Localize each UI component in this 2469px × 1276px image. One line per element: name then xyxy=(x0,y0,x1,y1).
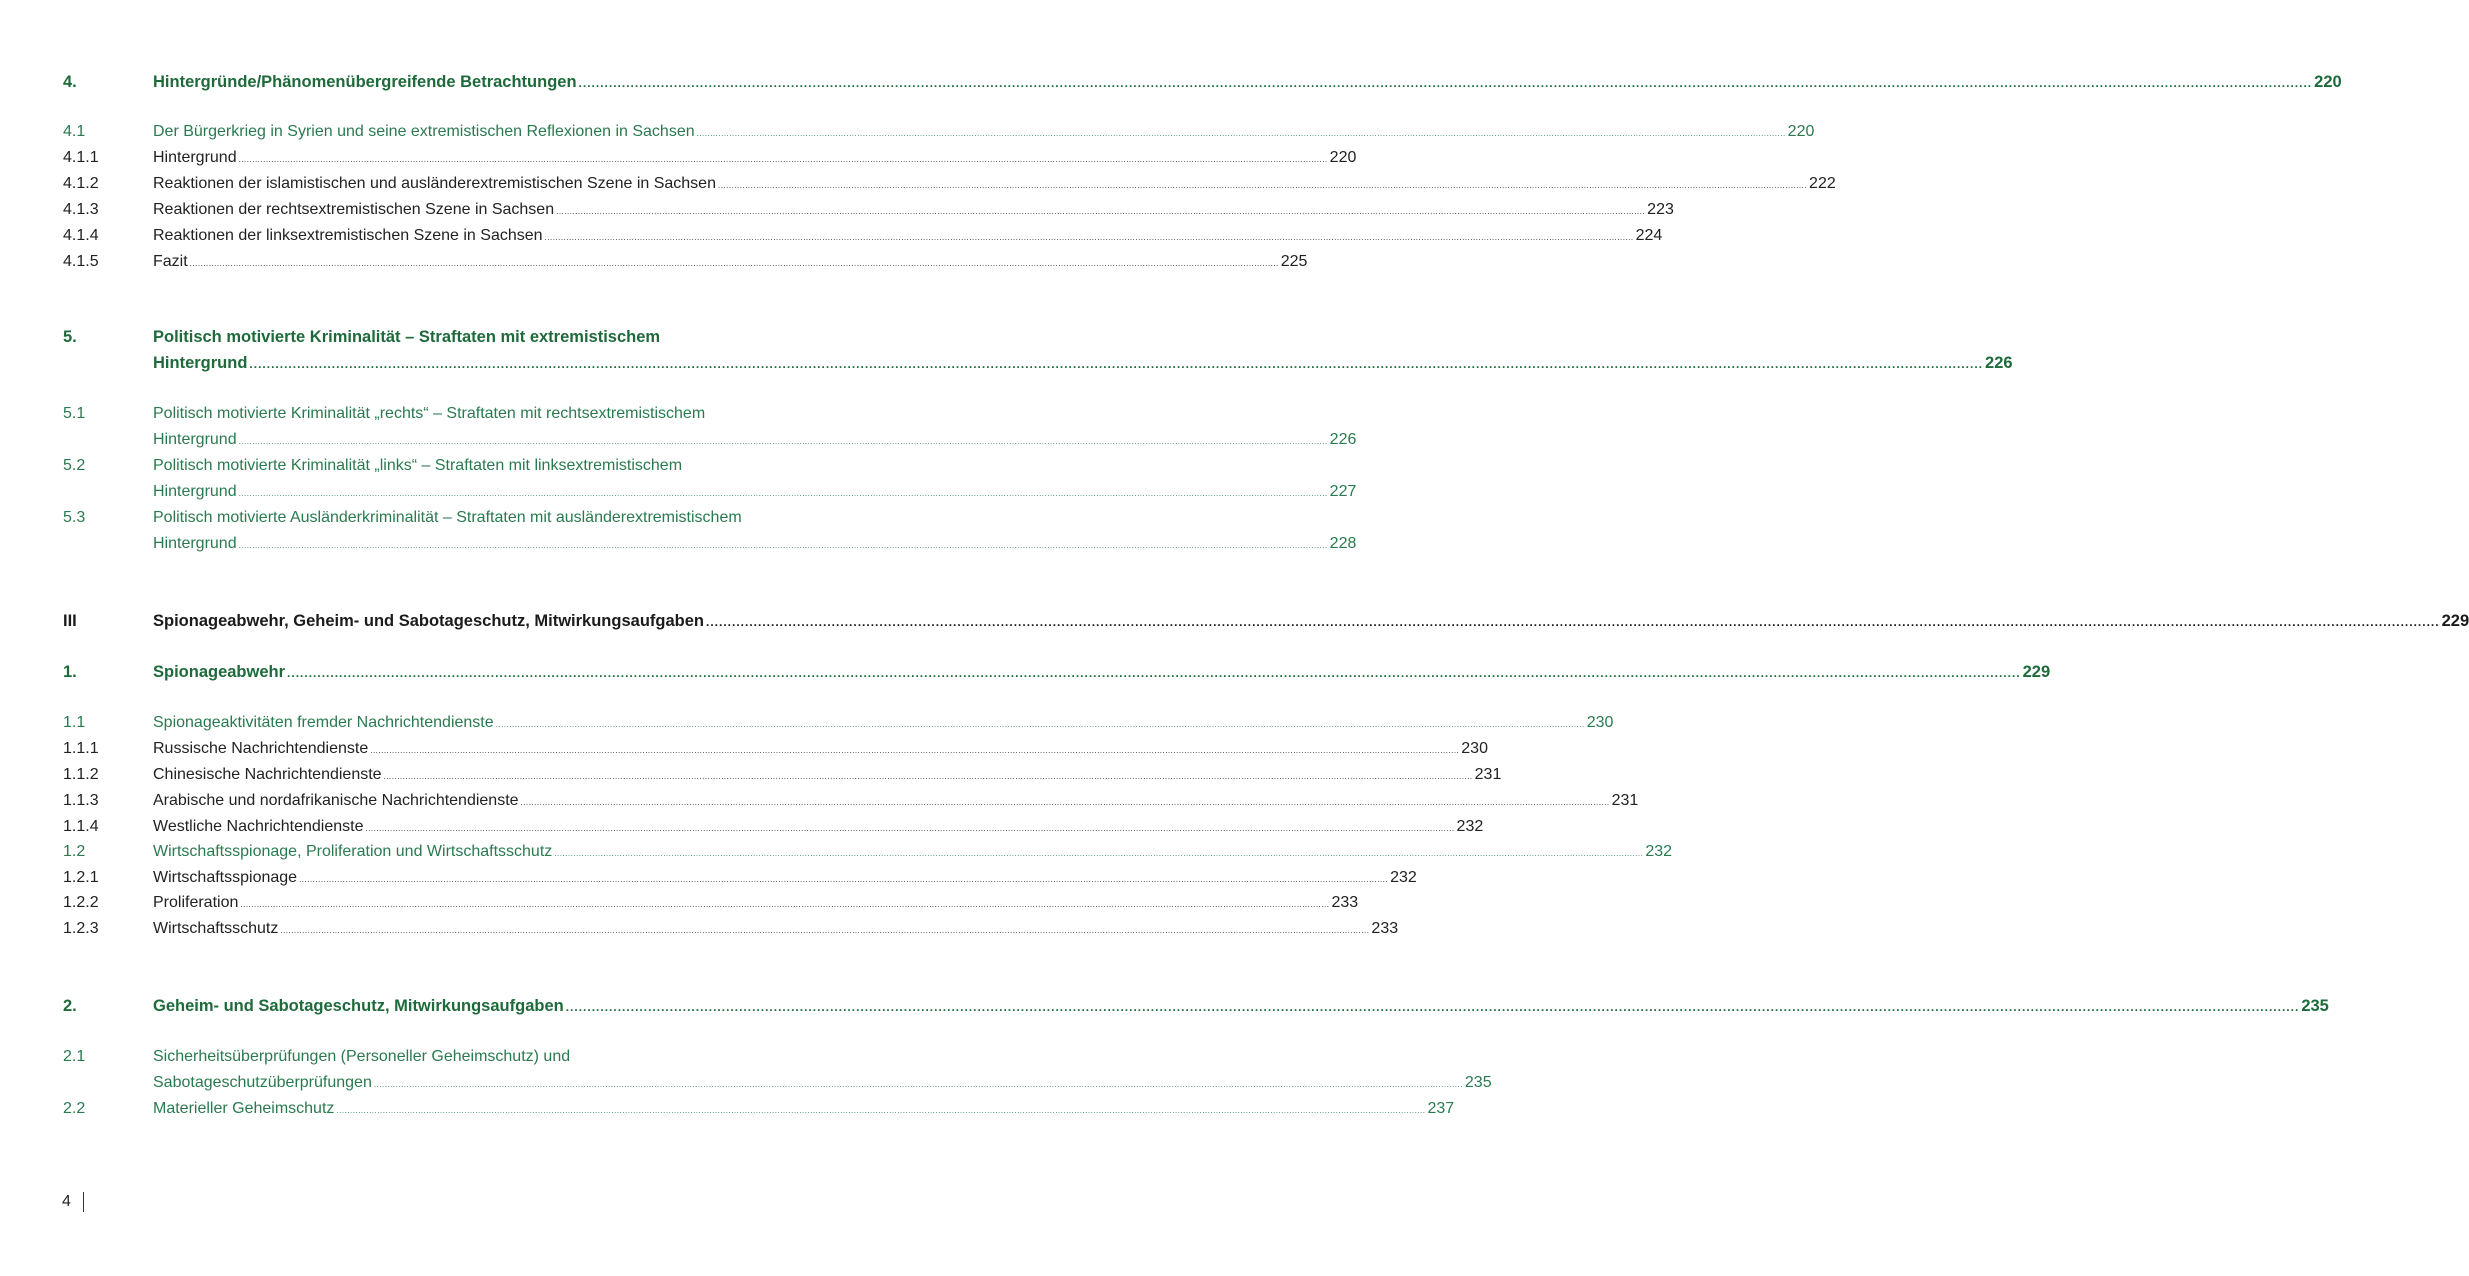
toc-entry-number: 1.1.3 xyxy=(63,792,99,809)
dot-leader: ................................................................................................................................................................................................................................................................................................................................................................................................................ xyxy=(544,233,1634,242)
toc-entry-title: Wirtschaftsspionage xyxy=(153,869,298,886)
dot-leader: ................................................................................................................................................................................................................................................................................................................................................................................................................ xyxy=(556,207,1646,216)
dot-leader: ................................................................................................................................................................................................................................................................................................................................................................................................................ xyxy=(249,357,1984,371)
toc-entry-title: Proliferation xyxy=(153,894,239,911)
dot-leader: ................................................................................................................................................................................................................................................................................................................................................................................................................ xyxy=(336,1106,1426,1115)
toc-entry-page: 231 xyxy=(1611,792,1639,809)
toc-entry-title: Hintergrund xyxy=(153,535,237,552)
dot-leader: ................................................................................................................................................................................................................................................................................................................................................................................................................ xyxy=(578,76,2313,90)
toc-entry-title: Chinesische Nachrichtendienste xyxy=(153,766,382,783)
dot-leader: ................................................................................................................................................................................................................................................................................................................................................................................................................ xyxy=(238,489,1328,498)
dot-leader: ................................................................................................................................................................................................................................................................................................................................................................................................................ xyxy=(495,720,1585,729)
toc-entry-title: Reaktionen der linksextremistischen Szene in Sachsen xyxy=(153,227,543,244)
toc-entry-page: 226 xyxy=(1329,431,1357,448)
toc-entry-page: 220 xyxy=(2314,73,2342,91)
toc-entry-title: Reaktionen der rechtsextremistischen Szene in Sachsen xyxy=(153,201,555,218)
toc-entry-title: Reaktionen der islamistischen und ausländerextremistischen Szene in Sachsen xyxy=(153,175,716,192)
toc-entry-title: Politisch motivierte Ausländerkriminalität – Straftaten mit ausländerextremistischem xyxy=(153,509,742,526)
dot-leader: ................................................................................................................................................................................................................................................................................................................................................................................................................ xyxy=(373,1080,1463,1089)
page-number: 4 xyxy=(62,1193,71,1210)
dot-leader: ................................................................................................................................................................................................................................................................................................................................................................................................................ xyxy=(554,849,1644,858)
toc-entry-title: Fazit xyxy=(153,253,188,270)
dot-leader: ................................................................................................................................................................................................................................................................................................................................................................................................................ xyxy=(370,746,1460,755)
toc-entry-title: Hintergrund xyxy=(153,149,237,166)
toc-entry-title: Der Bürgerkrieg in Syrien und seine extremistischen Reflexionen in Sachsen xyxy=(153,123,695,140)
toc-entry-page: 220 xyxy=(1329,149,1357,166)
toc-entry-number: 2.2 xyxy=(63,1100,86,1117)
dot-leader: ................................................................................................................................................................................................................................................................................................................................................................................................................ xyxy=(238,541,1328,550)
toc-entry-number: 5.2 xyxy=(63,457,86,474)
toc-entry-number: 1.1.1 xyxy=(63,740,99,757)
toc-entry-title: Spionageaktivitäten fremder Nachrichtendienste xyxy=(153,714,494,731)
toc-entry-number: 2. xyxy=(63,997,77,1015)
toc-entry-page: 227 xyxy=(1329,483,1357,500)
dot-leader: ................................................................................................................................................................................................................................................................................................................................................................................................................ xyxy=(383,772,1473,781)
toc-entry-page: 235 xyxy=(2301,997,2329,1015)
footer-divider xyxy=(83,1192,84,1212)
toc-entry-number: 5. xyxy=(63,328,77,346)
toc-entry-page: 223 xyxy=(1647,201,1674,218)
toc-entry-title: Politisch motivierte Kriminalität „rechts“ – Straftaten mit rechtsextremistischem xyxy=(153,405,706,422)
toc-entry-number: 4.1 xyxy=(63,123,86,140)
toc-entry-page: 225 xyxy=(1280,253,1308,270)
toc-entry-title: Hintergrund xyxy=(153,354,248,372)
toc-entry-number: 1. xyxy=(63,663,77,681)
toc-entry-page: 235 xyxy=(1464,1074,1492,1091)
toc-entry-page: 229 xyxy=(2022,663,2051,681)
toc-entry-title: Hintergründe/Phänomenübergreifende Betrachtungen xyxy=(153,73,577,91)
toc-entry-title: Hintergrund xyxy=(153,483,237,500)
toc-entry-number: 4.1.1 xyxy=(63,149,99,166)
toc-entry-number: 5.1 xyxy=(63,405,86,422)
toc-entry-title: Spionageabwehr xyxy=(153,663,286,681)
toc-entry-title: Russische Nachrichtendienste xyxy=(153,740,369,757)
toc-entry-title: Hintergrund xyxy=(153,431,237,448)
toc-entry-page: 232 xyxy=(1456,818,1484,835)
toc-entry-title: Geheim- und Sabotageschutz, Mitwirkungsaufgaben xyxy=(153,997,564,1015)
dot-leader: ................................................................................................................................................................................................................................................................................................................................................................................................................ xyxy=(565,1000,2300,1014)
toc-entry-page: 232 xyxy=(1390,869,1417,886)
toc-entry-number: 4.1.4 xyxy=(63,227,99,244)
toc-entry-number: 2.1 xyxy=(63,1048,86,1065)
toc-entry-page: 222 xyxy=(1809,175,1836,192)
toc-entry-number: 1.2 xyxy=(63,843,86,860)
toc-entry-title: Sabotageschutzüberprüfungen xyxy=(153,1074,372,1091)
toc-entry-page: 231 xyxy=(1474,766,1502,783)
toc-entry-page: 232 xyxy=(1645,843,1673,860)
dot-leader: ................................................................................................................................................................................................................................................................................................................................................................................................................ xyxy=(189,259,1279,268)
toc-entry-number: 4.1.3 xyxy=(63,201,99,218)
toc-entry-number: 1.1.4 xyxy=(63,818,99,835)
toc-entry-title: Sicherheitsüberprüfungen (Personeller Geheimschutz) und xyxy=(153,1048,571,1065)
toc-entry-title: Wirtschaftsschutz xyxy=(153,920,279,937)
dot-leader: ................................................................................................................................................................................................................................................................................................................................................................................................................ xyxy=(717,181,1808,190)
toc-entry-title: Westliche Nachrichtendienste xyxy=(153,818,364,835)
toc-entry-page: 220 xyxy=(1787,123,1815,140)
toc-entry-title: Spionageabwehr, Geheim- und Sabotageschutz, Mitwirkungsaufgaben xyxy=(153,612,704,630)
toc-entry-number: 4.1.5 xyxy=(63,253,99,270)
dot-leader: ................................................................................................................................................................................................................................................................................................................................................................................................................ xyxy=(238,155,1328,164)
dot-leader: ................................................................................................................................................................................................................................................................................................................................................................................................................ xyxy=(365,824,1455,833)
toc-entry-number: 1.2.2 xyxy=(63,894,99,911)
toc-entry-number: 1.2.1 xyxy=(63,869,99,886)
toc-entry-page: 226 xyxy=(1985,354,2013,372)
dot-leader: ................................................................................................................................................................................................................................................................................................................................................................................................................ xyxy=(238,437,1328,446)
toc-entry-page: 233 xyxy=(1331,894,1359,911)
toc-entry-number: 5.3 xyxy=(63,509,86,526)
dot-leader: ................................................................................................................................................................................................................................................................................................................................................................................................................ xyxy=(287,666,2021,680)
dot-leader: ................................................................................................................................................................................................................................................................................................................................................................................................................ xyxy=(299,875,1389,884)
toc-entry-number: 1.1 xyxy=(63,714,86,731)
toc-entry-number: 1.1.2 xyxy=(63,766,99,783)
toc-entry-page: 233 xyxy=(1371,920,1399,937)
toc-entry-title: Politisch motivierte Kriminalität „links“ – Straftaten mit linksextremistischem xyxy=(153,457,683,474)
toc-entry-title: Arabische und nordafrikanische Nachrichtendienste xyxy=(153,792,519,809)
toc-entry-number: III xyxy=(63,612,77,630)
toc-entry-page: 230 xyxy=(1586,714,1614,731)
toc-entry-title: Politisch motivierte Kriminalität – Straftaten mit extremistischem xyxy=(153,328,661,346)
dot-leader: ................................................................................................................................................................................................................................................................................................................................................................................................................ xyxy=(696,129,1786,138)
toc-entry-number: 1.2.3 xyxy=(63,920,99,937)
dot-leader: ................................................................................................................................................................................................................................................................................................................................................................................................................ xyxy=(706,615,2440,629)
dot-leader: ................................................................................................................................................................................................................................................................................................................................................................................................................ xyxy=(280,926,1370,935)
toc-entry-number: 4.1.2 xyxy=(63,175,99,192)
dot-leader: ................................................................................................................................................................................................................................................................................................................................................................................................................ xyxy=(240,900,1330,909)
toc-entry-page: 228 xyxy=(1329,535,1357,552)
toc-entry-number: 4. xyxy=(63,73,77,91)
toc-entry-page: 224 xyxy=(1635,227,1663,244)
toc-entry-title: Materieller Geheimschutz xyxy=(153,1100,335,1117)
toc-entry-page: 229 xyxy=(2441,612,2469,630)
toc-entry-title: Wirtschaftsspionage, Proliferation und Wirtschaftsschutz xyxy=(153,843,553,860)
dot-leader: ................................................................................................................................................................................................................................................................................................................................................................................................................ xyxy=(520,798,1610,807)
toc-entry-page: 230 xyxy=(1461,740,1488,757)
toc-entry-page: 237 xyxy=(1427,1100,1455,1117)
page-footer xyxy=(62,1192,84,1212)
